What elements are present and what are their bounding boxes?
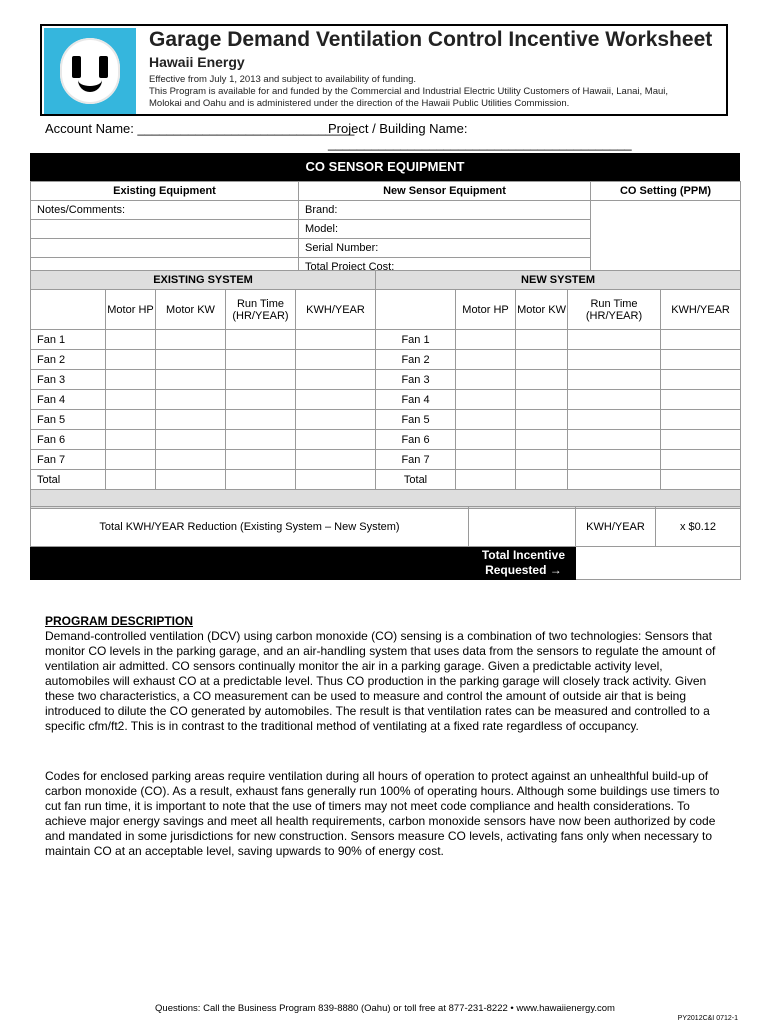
fan-row — [31, 450, 741, 470]
col-motor-kw: Motor KW — [516, 290, 568, 330]
fan-value-input[interactable] — [456, 450, 516, 470]
fan-value-input[interactable] — [226, 330, 296, 350]
co-sensor-title: CO SENSOR EQUIPMENT — [30, 153, 740, 181]
fan-value-input[interactable] — [568, 390, 661, 410]
col-kwh-year: KWH/YEAR — [296, 290, 376, 330]
page-title: Garage Demand Ventilation Control Incentive Worksheet — [149, 28, 713, 51]
fan-value-input[interactable] — [456, 350, 516, 370]
fan-value-input[interactable] — [106, 370, 156, 390]
fan-value-input[interactable] — [226, 470, 296, 490]
brand-field[interactable]: Brand: — [299, 201, 591, 220]
fan-row — [31, 330, 741, 350]
fan-value-input[interactable] — [226, 410, 296, 430]
fan-value-input[interactable] — [516, 370, 568, 390]
fan-row-label: Total — [31, 470, 106, 490]
fan-row-label: Fan 2 — [376, 350, 456, 370]
col-existing-equipment: Existing Equipment — [31, 182, 299, 201]
col-kwh-year: KWH/YEAR — [661, 290, 741, 330]
total-incentive-label — [31, 547, 576, 580]
fan-value-input[interactable] — [226, 430, 296, 450]
outlet-slot-left — [72, 56, 81, 78]
program-description-heading: PROGRAM DESCRIPTION — [45, 614, 194, 628]
fan-row-label: Fan 2 — [31, 350, 106, 370]
fan-value-input[interactable] — [296, 410, 376, 430]
col-co-setting: CO Setting (PPM) — [591, 182, 741, 201]
fan-value-input[interactable] — [296, 350, 376, 370]
fan-value-input[interactable] — [516, 330, 568, 350]
fan-row-label: Fan 6 — [376, 430, 456, 450]
fan-value-input[interactable] — [106, 470, 156, 490]
fan-value-input[interactable] — [156, 450, 226, 470]
rate-label: x $0.12 — [656, 507, 741, 547]
fine-line: This Program is available for and funded by the Commercial and Industrial Electric Utility Customers of Hawaii, Lanai, Maui, — [149, 86, 669, 97]
fan-value-input[interactable] — [296, 430, 376, 450]
fan-value-input[interactable] — [661, 410, 741, 430]
new-system-header: NEW SYSTEM — [376, 271, 741, 290]
total-project-cost-field[interactable]: Total Project Cost: — [299, 258, 591, 277]
fan-row-label: Total — [376, 470, 456, 490]
fan-value-input[interactable] — [156, 370, 226, 390]
fan-value-input[interactable] — [106, 330, 156, 350]
fan-value-input[interactable] — [456, 370, 516, 390]
co-setting-input[interactable] — [591, 201, 741, 277]
fan-row — [31, 370, 741, 390]
fan-value-input[interactable] — [296, 390, 376, 410]
outlet-logo-icon — [44, 28, 136, 114]
fan-value-input[interactable] — [568, 370, 661, 390]
total-incentive-input[interactable] — [576, 547, 741, 580]
form-code: PY2012C&I 0712-1 — [677, 1015, 738, 1022]
notes-input[interactable] — [31, 220, 299, 239]
fan-row-label: Fan 3 — [376, 370, 456, 390]
fan-row-label: Fan 4 — [376, 390, 456, 410]
fan-row — [31, 430, 741, 450]
fan-value-input[interactable] — [106, 430, 156, 450]
fan-value-input[interactable] — [568, 350, 661, 370]
col-motor-kw: Motor KW — [156, 290, 226, 330]
fan-row — [31, 470, 741, 490]
blank-header-cell — [376, 290, 456, 330]
fan-value-input[interactable] — [156, 410, 226, 430]
fan-row-label: Fan 7 — [31, 450, 106, 470]
fan-value-input[interactable] — [456, 470, 516, 490]
col-motor-hp: Motor HP — [106, 290, 156, 330]
fan-value-input[interactable] — [568, 450, 661, 470]
fan-value-input[interactable] — [156, 430, 226, 450]
fan-row — [31, 390, 741, 410]
kwh-year-unit: KWH/YEAR — [576, 507, 656, 547]
fan-value-input[interactable] — [516, 470, 568, 490]
fan-value-input[interactable] — [568, 330, 661, 350]
fan-value-input[interactable] — [226, 370, 296, 390]
fine-line: Molokai and Oahu and is administered under the direction of the Hawaii Public Utilities Commission. — [149, 98, 570, 109]
outlet-smile — [78, 80, 102, 92]
fan-value-input[interactable] — [516, 410, 568, 430]
fan-value-input[interactable] — [226, 350, 296, 370]
fan-value-input[interactable] — [568, 470, 661, 490]
fan-value-input[interactable] — [106, 390, 156, 410]
summary-table — [30, 506, 741, 580]
model-field[interactable]: Model: — [299, 220, 591, 239]
outlet-face — [60, 38, 120, 104]
fan-value-input[interactable] — [516, 350, 568, 370]
fan-value-input[interactable] — [456, 390, 516, 410]
fan-value-input[interactable] — [661, 470, 741, 490]
col-run-time: Run Time (HR/YEAR) — [226, 290, 296, 330]
fan-value-input[interactable] — [156, 390, 226, 410]
fan-row-label: Fan 1 — [31, 330, 106, 350]
blank-header-cell — [31, 290, 106, 330]
fan-value-input[interactable] — [156, 330, 226, 350]
program-description-para-2: Codes for enclosed parking areas require ventilation during all hours of operation to protect against an unhealthful build-up of carbon monoxide (CO). As a result, exhaust fans generally run 100% of operating hours. Although some buildings use timers to cut fan run time, it is important to note that the use of timers may not meet code compliance and health considerations. To achieve major energy savings and meet all health requirements, carbon monoxide sensors have now been authorized by code and mandated in some jurisdictions for new construction. Sensors measure CO levels, activating fans only when necessary to maintain CO at an acceptable level, saving upwards to 90% of energy cost. — [45, 769, 720, 858]
fan-value-input[interactable] — [661, 430, 741, 450]
fan-value-input[interactable] — [516, 390, 568, 410]
account-name-field[interactable]: Account Name: ______________________________ — [45, 121, 355, 136]
fan-value-input[interactable] — [568, 430, 661, 450]
fan-value-input[interactable] — [456, 430, 516, 450]
fan-row — [31, 350, 741, 370]
program-description-para-1: Demand-controlled ventilation (DCV) using carbon monoxide (CO) sensing is a combination of two technologies: Sensors that monitor CO levels in the parking garage, and an air-handling system that uses data from the sensors to regulate the amount of ventilation air admitted. CO sensors continually monitor the air in a parking garage. Given a predictable activity level, automobiles will exhaust CO at a predictable level. Thus CO production in the parking garage will closely track activity. Given these two characteristics, a CO measurement can be used to measure and control the amount of outside air that is being introduced to dilute the CO generated by automobiles. The result is that ventilation rates can be measured and controlled to a specific cfm/ft2. This is in contrast to the traditional method of ventilating at a fixed rate regardless of occupancy. — [45, 629, 716, 733]
existing-system-header: EXISTING SYSTEM — [31, 271, 376, 290]
program-fine-print — [149, 74, 719, 110]
fan-row-label: Fan 5 — [31, 410, 106, 430]
incentive-label-line: Requested → — [485, 563, 562, 577]
co-sensor-table — [30, 181, 741, 277]
fan-value-input[interactable] — [226, 390, 296, 410]
notes-input[interactable] — [31, 239, 299, 258]
header-box — [40, 24, 728, 116]
page-subtitle: Hawaii Energy — [149, 54, 245, 70]
fan-value-input[interactable] — [456, 410, 516, 430]
fan-value-input[interactable] — [661, 370, 741, 390]
fan-value-input[interactable] — [456, 330, 516, 350]
fan-value-input[interactable] — [661, 350, 741, 370]
fan-value-input[interactable] — [106, 450, 156, 470]
serial-number-field[interactable]: Serial Number: — [299, 239, 591, 258]
fan-value-input[interactable] — [661, 450, 741, 470]
project-name-field[interactable]: Project / Building Name: __________________________________________ — [328, 121, 632, 151]
notes-label[interactable]: Notes/Comments: — [31, 201, 299, 220]
footer-contact: Questions: Call the Business Program 839-8880 (Oahu) or toll free at 877-231-8222 • www.hawaiienergy.com — [155, 1003, 615, 1014]
reduction-label: Total KWH/YEAR Reduction (Existing System – New System) — [31, 507, 469, 547]
fan-value-input[interactable] — [296, 450, 376, 470]
fan-value-input[interactable] — [296, 330, 376, 350]
col-motor-hp: Motor HP — [456, 290, 516, 330]
fan-systems-table — [30, 270, 741, 509]
fan-value-input[interactable] — [516, 450, 568, 470]
fan-rows — [31, 330, 741, 490]
outlet-slot-right — [99, 56, 108, 78]
fan-value-input[interactable] — [156, 470, 226, 490]
fan-row-label: Fan 4 — [31, 390, 106, 410]
fan-value-input[interactable] — [296, 370, 376, 390]
fan-value-input[interactable] — [661, 330, 741, 350]
fan-row-label: Fan 1 — [376, 330, 456, 350]
fan-row-label: Fan 7 — [376, 450, 456, 470]
fan-value-input[interactable] — [106, 350, 156, 370]
fan-value-input[interactable] — [156, 350, 226, 370]
incentive-label-line: Total Incentive — [481, 548, 565, 562]
fan-value-input[interactable] — [661, 390, 741, 410]
reduction-input[interactable] — [469, 507, 576, 547]
fine-line: Effective from July 1, 2013 and subject to availability of funding. — [149, 74, 417, 85]
fan-value-input[interactable] — [106, 410, 156, 430]
col-run-time: Run Time (HR/YEAR) — [568, 290, 661, 330]
fan-value-input[interactable] — [516, 430, 568, 450]
fan-value-input[interactable] — [226, 450, 296, 470]
fan-row-label: Fan 6 — [31, 430, 106, 450]
fan-row-label: Fan 5 — [376, 410, 456, 430]
col-new-sensor-equipment: New Sensor Equipment — [299, 182, 591, 201]
fan-row-label: Fan 3 — [31, 370, 106, 390]
fan-value-input[interactable] — [568, 410, 661, 430]
fan-row — [31, 410, 741, 430]
fan-value-input[interactable] — [296, 470, 376, 490]
